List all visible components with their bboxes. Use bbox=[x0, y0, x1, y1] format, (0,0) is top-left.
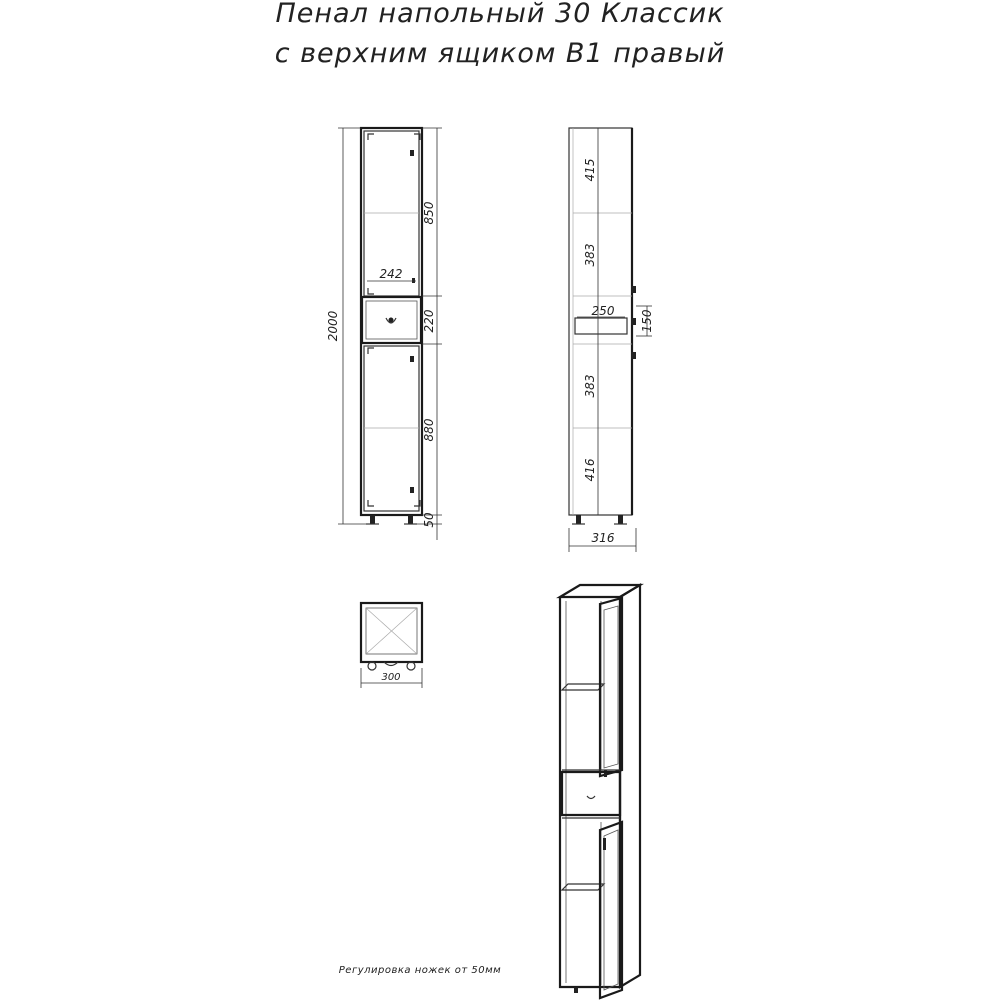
iso-drawer-handle bbox=[587, 796, 595, 799]
side-leg-front bbox=[618, 515, 623, 524]
side-drawer-handle bbox=[631, 318, 636, 325]
top-leg-left bbox=[368, 662, 376, 670]
side-lower-door-handle bbox=[631, 352, 636, 359]
iso-leg bbox=[574, 987, 578, 993]
leg-adjustment-note: Регулировка ножек от 50мм bbox=[338, 965, 502, 976]
front-lower-hinge-top bbox=[368, 348, 374, 354]
iso-lower-door-handle bbox=[603, 838, 606, 850]
front-lower-handle-top bbox=[410, 356, 414, 362]
top-width-label: 300 bbox=[381, 672, 401, 683]
lower-compartment-bottom-label: 416 bbox=[583, 458, 597, 482]
lower-door-height-label: 880 bbox=[422, 418, 436, 442]
front-lower-door bbox=[364, 346, 419, 511]
upper-door-height-label: 850 bbox=[422, 201, 436, 225]
drawer-depth-label: 250 bbox=[591, 304, 615, 318]
leg-height-label: 50 bbox=[422, 512, 436, 528]
inner-width-label: 242 bbox=[379, 267, 403, 281]
top-leg-right bbox=[407, 662, 415, 670]
side-body-outline bbox=[569, 128, 632, 515]
front-upper-handle-bottom bbox=[412, 278, 415, 283]
front-upper-handle-top bbox=[410, 150, 414, 156]
front-lower-hinges-bottom bbox=[368, 500, 420, 506]
overall-height-label: 2000 bbox=[326, 310, 340, 342]
front-leg-left bbox=[370, 515, 375, 524]
drawer-height-label: 220 bbox=[422, 309, 436, 333]
upper-compartment-top-label: 415 bbox=[583, 158, 597, 182]
side-leg-back bbox=[576, 515, 581, 524]
drawer-box-height-label: 150 bbox=[640, 309, 654, 333]
depth-label: 316 bbox=[591, 531, 615, 545]
title-line-2: с верхним ящиком В1 правый bbox=[274, 38, 726, 69]
iso-front-frame bbox=[560, 597, 620, 987]
iso-lower-door-panel bbox=[604, 830, 618, 990]
side-upper-door-handle bbox=[631, 286, 636, 293]
top-view bbox=[361, 603, 422, 688]
iso-upper-shelf bbox=[562, 684, 604, 690]
iso-drawer bbox=[562, 772, 620, 815]
front-drawer-knob bbox=[389, 318, 394, 323]
front-upper-hinges-top bbox=[368, 134, 420, 140]
front-leg-right bbox=[408, 515, 413, 524]
front-upper-hinge-bottom bbox=[368, 288, 374, 294]
side-view bbox=[569, 128, 654, 552]
lower-compartment-top-label: 383 bbox=[583, 374, 597, 398]
iso-inner-lines bbox=[566, 601, 601, 983]
iso-lower-shelf bbox=[562, 884, 604, 890]
title-line-1: Пенал напольный 30 Классик bbox=[275, 0, 725, 29]
side-drawer-box bbox=[575, 318, 627, 334]
upper-compartment-bottom-label: 383 bbox=[583, 243, 597, 267]
front-lower-handle-bottom bbox=[410, 487, 414, 493]
front-view bbox=[326, 128, 442, 540]
iso-upper-door bbox=[600, 598, 622, 776]
isometric-view bbox=[560, 585, 640, 998]
iso-upper-door-panel bbox=[604, 606, 618, 768]
